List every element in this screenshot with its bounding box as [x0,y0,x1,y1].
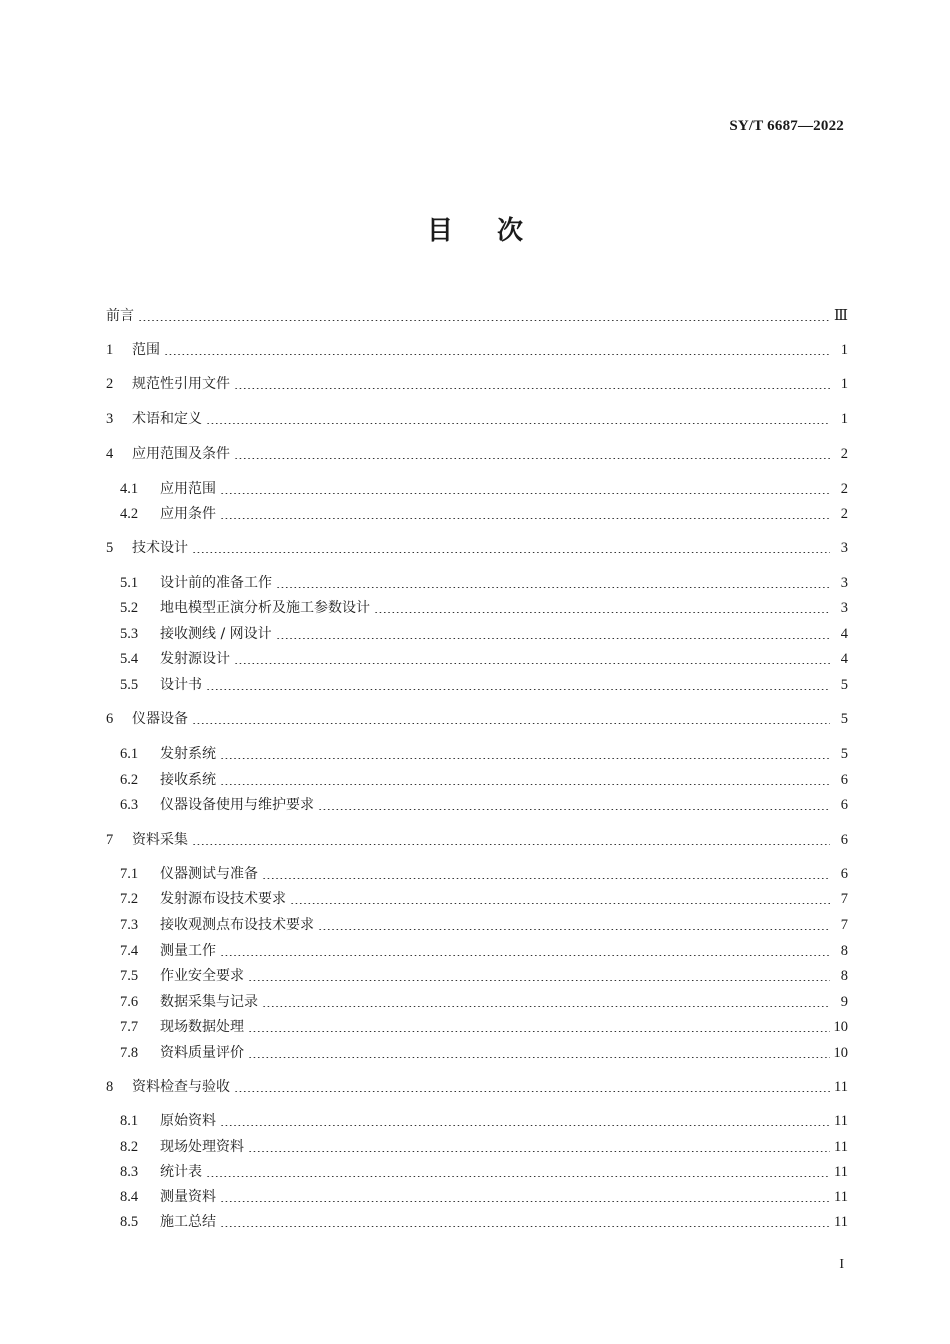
toc-entry[interactable] [120,597,848,619]
toc-entry-page: 11 [834,1113,848,1129]
dot-leader [248,980,830,981]
toc-entry-page: 8 [840,968,848,984]
toc-entry-label: 发射系统 [160,746,216,762]
toc-entry[interactable] [120,769,848,791]
dot-leader [318,929,830,930]
toc-entry-label: 应用条件 [160,506,216,522]
toc-entry-label: 统计表 [160,1164,202,1180]
toc-entry[interactable] [106,373,848,395]
toc-entry-page: 7 [840,917,848,933]
toc-entry-page: 1 [840,342,848,358]
toc-entry-page: 7 [840,891,848,907]
toc-entry-label: 施工总结 [160,1214,216,1230]
toc-entry-label: 资料采集 [132,832,188,848]
toc-entry-label: 接收观测点布设技术要求 [160,917,314,933]
dot-leader [248,1151,830,1152]
toc-entry-page: 3 [840,575,848,591]
toc-entry-label: 测量工作 [160,943,216,959]
toc-entry-page: 11 [834,1214,848,1230]
toc-entry-label: 地电模型正演分析及施工参数设计 [160,600,370,616]
dot-leader [234,388,830,389]
toc-entry-number: 4.2 [120,506,139,522]
dot-leader [234,1091,830,1092]
toc-entry-number: 8.5 [120,1214,139,1230]
dot-leader [248,1057,830,1058]
toc-entry-label: 发射源布设技术要求 [160,891,286,907]
toc-entry[interactable] [120,940,848,962]
toc-entry-number: 6 [106,711,114,727]
toc-entry-number: 5.3 [120,626,139,642]
toc-entry[interactable] [106,829,848,851]
toc-entry-page: 11 [834,1139,848,1155]
toc-entry-label: 接收系统 [160,772,216,788]
toc-entry-number: 7.2 [120,891,139,907]
dot-leader [220,1201,830,1202]
toc-entry-label: 范围 [132,342,160,358]
toc-entry-page: 5 [840,711,848,727]
toc-entry[interactable] [106,1076,848,1098]
toc-entry-page: 8 [840,943,848,959]
toc-entry-label: 原始资料 [160,1113,216,1129]
toc-entry-page: 11 [834,1164,848,1180]
toc-entry-label: 应用范围及条件 [132,446,230,462]
toc-entry-page: Ⅲ [834,308,848,324]
toc-entry[interactable] [120,863,848,885]
toc-entry-label: 现场数据处理 [160,1019,244,1035]
toc-entry-number: 7.6 [120,994,139,1010]
toc-entry[interactable] [120,1016,848,1038]
toc-entry[interactable] [120,572,848,594]
toc-entry-label: 设计前的准备工作 [160,575,272,591]
toc-entry[interactable] [106,537,848,559]
toc-entry-page: 2 [840,446,848,462]
toc-entry-label: 设计书 [160,677,202,693]
dot-leader [206,689,830,690]
dot-leader [220,518,830,519]
toc-entry[interactable] [120,1211,848,1233]
toc-entry-number: 7.8 [120,1045,139,1061]
toc-entry-label: 测量资料 [160,1189,216,1205]
toc-entry[interactable] [106,443,848,465]
toc-entry-label: 接收测线 / 网设计 [160,626,272,642]
toc-entry-number: 8 [106,1079,114,1095]
toc-entry-label: 发射源设计 [160,651,230,667]
toc-entry-page: 6 [840,866,848,882]
toc-entry-label: 仪器设备使用与维护要求 [160,797,314,813]
toc-entry-number: 7.3 [120,917,139,933]
dot-leader [276,587,830,588]
dot-leader [220,1125,830,1126]
toc-entry-number: 7 [106,832,114,848]
dot-leader [192,552,830,553]
dot-leader [234,663,830,664]
toc-entry[interactable] [120,478,848,500]
dot-leader [138,320,830,321]
toc-entry-label: 资料检查与验收 [132,1079,230,1095]
toc-entry-number: 4.1 [120,481,139,497]
toc-entry-number: 6.3 [120,797,139,813]
toc-entry-label: 仪器设备 [132,711,188,727]
toc-entry-label: 前言 [106,308,134,324]
toc-entry-page: 11 [834,1079,848,1095]
toc-entry[interactable] [120,888,848,910]
toc-entry-number: 4 [106,446,114,462]
toc-entry-label: 现场处理资料 [160,1139,244,1155]
dot-leader [220,955,830,956]
dot-leader [248,1031,830,1032]
toc-entry[interactable] [120,1186,848,1208]
toc-entry-label: 资料质量评价 [160,1045,244,1061]
dot-leader [206,423,830,424]
toc-entry[interactable] [120,965,848,987]
toc-entry-page: 3 [840,540,848,556]
toc-entry-page: 10 [833,1045,848,1061]
toc-entry[interactable] [120,1042,848,1064]
dot-leader [220,758,830,759]
toc-entry[interactable] [120,1161,848,1183]
toc-entry-number: 5.4 [120,651,139,667]
toc-entry-number: 6.1 [120,746,139,762]
footer-page-number: I [839,1257,844,1272]
toc-entry-number: 5.1 [120,575,139,591]
toc-entry-label: 仪器测试与准备 [160,866,258,882]
toc-entry[interactable] [120,743,848,765]
toc-entry-page: 4 [840,651,848,667]
toc-entry-number: 2 [106,376,114,392]
toc-entry-page: 4 [840,626,848,642]
toc-entry[interactable] [120,503,848,525]
toc-entry[interactable] [120,991,848,1013]
toc-entry-number: 7.5 [120,968,139,984]
dot-leader [206,1176,830,1177]
toc-entry-page: 10 [833,1019,848,1035]
dot-leader [276,638,830,639]
toc-entry[interactable] [106,339,848,361]
toc-entry-label: 作业安全要求 [160,968,244,984]
toc-entry-page: 2 [840,506,848,522]
toc-entry-page: 2 [840,481,848,497]
toc-entry-number: 5 [106,540,114,556]
toc-entry-number: 3 [106,411,114,427]
toc-entry-number: 8.2 [120,1139,139,1155]
toc-entry-number: 5.5 [120,677,139,693]
toc-entry[interactable] [120,674,848,696]
toc-entry[interactable] [106,305,848,327]
toc-entry-page: 6 [840,832,848,848]
toc-entry-number: 6.2 [120,772,139,788]
toc-entry-number: 8.1 [120,1113,139,1129]
toc-entry-label: 技术设计 [132,540,188,556]
dot-leader [220,784,830,785]
toc-entry-number: 7.1 [120,866,139,882]
dot-leader [164,354,830,355]
dot-leader [290,903,830,904]
dot-leader [192,723,830,724]
toc-entry-number: 7.7 [120,1019,139,1035]
toc-entry-page: 6 [840,772,848,788]
page-title: 目次 [426,216,567,246]
dot-leader [262,1006,830,1007]
toc-entry-label: 数据采集与记录 [160,994,258,1010]
toc-entry-label: 规范性引用文件 [132,376,230,392]
toc-entry-label: 应用范围 [160,481,216,497]
toc-entry-number: 1 [106,342,114,358]
dot-leader [318,809,830,810]
toc-entry[interactable] [120,1136,848,1158]
toc-entry-page: 3 [840,600,848,616]
toc-entry[interactable] [120,1110,848,1132]
toc-entry-number: 7.4 [120,943,139,959]
toc-entry-page: 5 [840,677,848,693]
dot-leader [220,1226,830,1227]
toc-entry-page: 1 [840,376,848,392]
toc-entry[interactable] [120,794,848,816]
dot-leader [374,612,830,613]
dot-leader [220,493,830,494]
toc-entry-page: 6 [840,797,848,813]
toc-entry[interactable] [120,648,848,670]
toc-entry-number: 8.4 [120,1189,139,1205]
toc-entry[interactable] [106,708,848,730]
dot-leader [234,458,830,459]
toc-entry[interactable] [120,623,848,645]
toc-entry-page: 11 [834,1189,848,1205]
toc-entry-label: 术语和定义 [132,411,202,427]
toc-entry[interactable] [120,914,848,936]
dot-leader [192,844,830,845]
toc-entry-page: 1 [840,411,848,427]
toc-entry[interactable] [106,408,848,430]
standard-code: SY/T 6687—2022 [729,118,844,134]
toc-entry-page: 5 [840,746,848,762]
toc-entry-page: 9 [840,994,848,1010]
dot-leader [262,878,830,879]
toc-entry-number: 8.3 [120,1164,139,1180]
toc-entry-number: 5.2 [120,600,139,616]
